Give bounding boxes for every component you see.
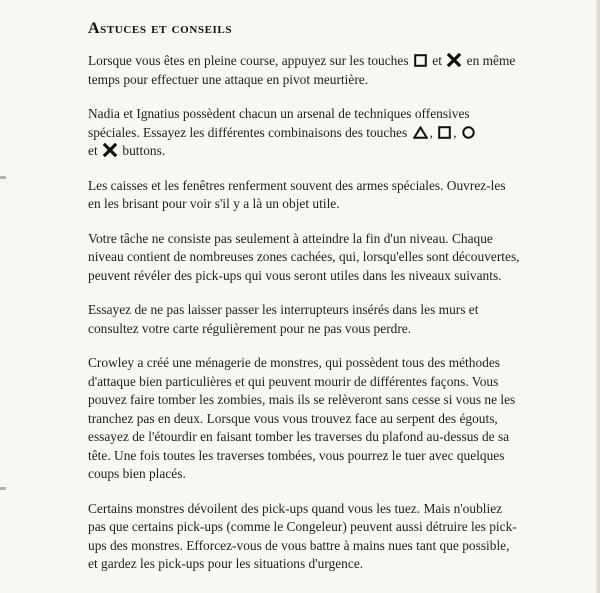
paragraph-text: buttons.	[122, 143, 166, 158]
page-edge	[596, 0, 600, 593]
square-button-icon	[438, 126, 451, 139]
paragraph-text: en même temps pour effectuer une attaque en pivot meurtière.	[88, 53, 516, 87]
paragraph-combos	[88, 105, 520, 161]
paragraph-monsters: Crowley a créé une ménagerie de monstres, qui possèdent tous des méthodes d'attaque bien particulières et qui peuvent mourir de différentes façons. Vous pouvez faire tomber les zombies, mais ils se relèveront sans cesse si vous ne les tranchez pas en deux. Lorsque vous vous trouvez face au serpent des égouts, essayez de l'étourdir en faisant tomber les traverses du plafond au-dessus de sa tête. Une fois toutes les traverses tombées, vous pourrez le tuer avec quelques coups bien placés.	[88, 355, 516, 481]
square-button-icon	[414, 54, 427, 67]
paragraph-text: ,	[429, 124, 433, 140]
circle-button-icon	[462, 126, 475, 139]
paragraph-spin-attack	[88, 52, 520, 89]
paragraph-text: Lorsque vous êtes en pleine course, appuyez sur les touches	[88, 53, 409, 68]
paragraph-text: et	[432, 53, 442, 68]
paragraph-text: et	[88, 143, 98, 158]
page-content	[88, 20, 520, 590]
page-title: Astuces et conseils	[88, 20, 233, 37]
binding-mark	[0, 176, 6, 179]
paragraph-text: Nadia et Ignatius possèdent chacun un arsenal de techniques offensives spéciales. Essayez les différentes combinaisons des touches	[88, 106, 470, 140]
binding-mark	[0, 487, 6, 490]
cross-button-icon	[447, 53, 461, 67]
paragraph-pickups: Certains monstres dévoilent des pick-ups quand vous les tuez. Mais n'oubliez pas que certains pick-ups (comme le Congeleur) peuvent aussi détruire les pick-ups des monstres. Efforcez-vous de vous battre à mains nues tant que possible, et gardez les pick-ups pour les situations d'urgence.	[88, 500, 517, 571]
triangle-button-icon	[413, 126, 428, 139]
paragraph-switches: Essayez de ne pas laisser passer les interrupteurs insérés dans les murs et consultez votre carte régulièrement pour ne pas vous perdre.	[88, 302, 479, 336]
paragraph-text: ,	[453, 124, 457, 140]
paragraph-hidden-zones: Votre tâche ne consiste pas seulement à atteindre la fin d'un niveau. Chaque niveau contient de nombreuses zones cachées, qui, lorsqu'elles sont découvertes, peuvent révéler des pick-ups qui vous seront utiles dans les niveaux suivants.	[88, 230, 520, 283]
paragraph-crates: Les caisses et les fenêtres renferment souvent des armes spéciales. Ouvrez-les en les brisant pour voir s'il y a là un objet utile.	[88, 177, 506, 211]
cross-button-icon	[103, 143, 117, 157]
